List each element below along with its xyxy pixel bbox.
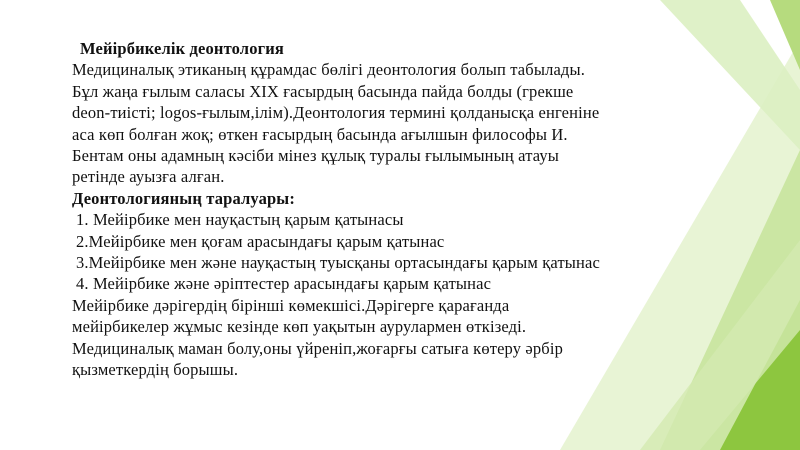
section-heading: Деонтологияның таралуары: [72,188,295,208]
closing-paragraph [72,295,732,381]
closing-line: Мейірбике дәрігердің бірінші көмекшісі.Дәрігерге қарағанда [72,295,510,315]
intro-line: Бентам оны адамның кәсіби мінез құлық туралы ғылымының атауы [72,146,560,166]
closing-line: қызметкердің борышы. [72,360,239,380]
closing-line: мейірбикелер жұмыс кезінде көп уақытын аурулармен өткізеді. [72,317,527,337]
intro-line: deon-тиісті; logos-ғылым,ілім).Деонтология термині қолданысқа енгеніне [72,103,600,123]
closing-line: Медициналық маман болу,оны үйреніп,жоғарғы сатыға көтеру әрбір [72,338,563,358]
intro-line: ретінде ауызға алған. [72,167,225,187]
intro-line: Медициналық этиканың құрамдас бөлігі деонтология болып табылады. [72,60,585,80]
list-item: 2.Мейірбике мен қоғам арасындағы қарым қатынас [76,231,445,251]
slide-content [72,38,732,381]
list-item: 4. Мейірбике және әріптестер арасындағы қарым қатынас [76,274,492,294]
slide-title: Мейірбикелік деонтология [80,39,284,58]
intro-line: Бұл жаңа ғылым саласы XIX ғасырдың басында пайда болды (грекше [72,81,574,101]
deontology-list [72,209,732,295]
intro-paragraph [72,59,732,187]
intro-line: аса көп болған жоқ; өткен ғасырдың басында ағылшын философы И. [72,124,568,144]
list-item: 3.Мейірбике мен және науқастың туысқаны ортасындағы қарым қатынас [76,253,600,273]
list-item: 1. Мейірбике мен науқастың қарым қатынасы [76,210,404,230]
